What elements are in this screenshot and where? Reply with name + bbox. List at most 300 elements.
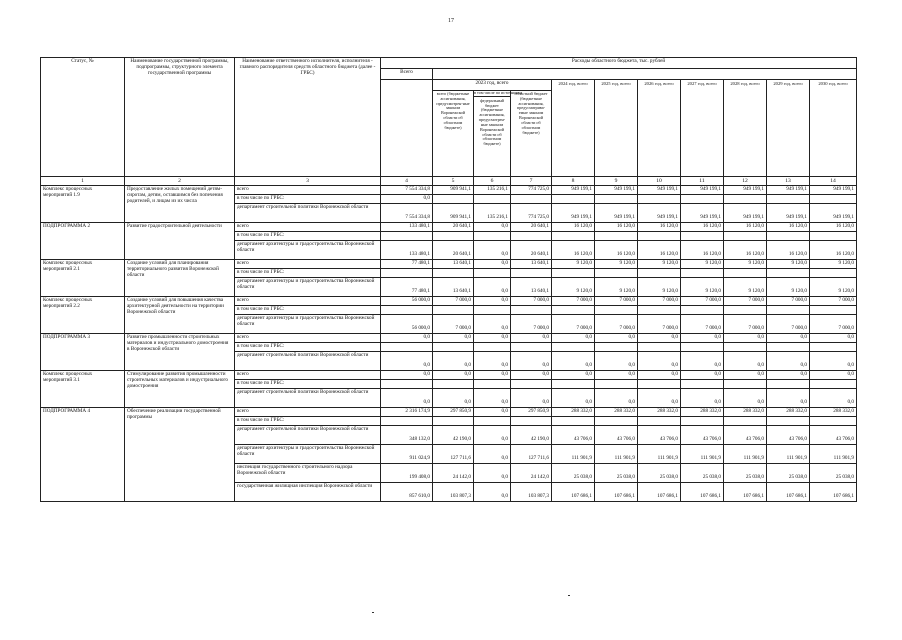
cell-value: 0,0 bbox=[474, 464, 511, 483]
cell-value: 107 686,1 bbox=[724, 483, 767, 502]
cell-value: 43 706,0 bbox=[552, 426, 595, 445]
cell-value: 0,0 bbox=[474, 334, 511, 343]
cell-value: 949 199,1 bbox=[810, 204, 857, 223]
cell-value bbox=[595, 232, 638, 241]
cell-value: 111 901,9 bbox=[552, 445, 595, 464]
col-number: 7 bbox=[511, 177, 552, 186]
table-row bbox=[41, 334, 857, 343]
cell-value: 9 120,0 bbox=[681, 260, 724, 269]
cell-value bbox=[474, 232, 511, 241]
cell-value: 2 316 174,9 bbox=[381, 408, 433, 417]
cell-value: 0,0 bbox=[767, 352, 810, 371]
row-executor: в том числе по ГРБС: bbox=[235, 380, 381, 389]
row-executor: департамент строительной политики Воронежской области bbox=[235, 389, 381, 408]
cell-value: 0,0 bbox=[381, 195, 433, 204]
cell-value: 7 000,0 bbox=[767, 315, 810, 334]
cell-value: 0,0 bbox=[474, 352, 511, 371]
cell-value: 43 706,0 bbox=[681, 426, 724, 445]
row-executor: всего bbox=[235, 408, 381, 417]
cell-value: 949 199,1 bbox=[552, 204, 595, 223]
cell-value: 0,0 bbox=[474, 260, 511, 269]
header-year-2027: 2027 год, всего bbox=[681, 80, 724, 177]
cell-value: 43 706,0 bbox=[767, 426, 810, 445]
cell-value: 9 120,0 bbox=[724, 278, 767, 297]
cell-value: 13 640,1 bbox=[511, 260, 552, 269]
cell-value: 911 024,9 bbox=[381, 445, 433, 464]
cell-value: 0,0 bbox=[767, 334, 810, 343]
cell-value: 949 199,1 bbox=[638, 186, 681, 195]
cell-value: 111 901,9 bbox=[681, 445, 724, 464]
cell-value: 199 408,0 bbox=[381, 464, 433, 483]
page-number: 17 bbox=[448, 18, 454, 24]
col-number: 1 bbox=[41, 177, 125, 186]
cell-value bbox=[595, 195, 638, 204]
cell-value: 0,0 bbox=[474, 389, 511, 408]
cell-value: 949 199,1 bbox=[767, 204, 810, 223]
cell-value: 16 120,0 bbox=[638, 241, 681, 260]
cell-value: 107 686,1 bbox=[595, 483, 638, 502]
col-number: 2 bbox=[125, 177, 235, 186]
cell-value bbox=[638, 343, 681, 352]
header-program: Наименование государственной программы, подпрограммы, структурного элемента государственной программы bbox=[125, 58, 235, 177]
col-number: 13 bbox=[767, 177, 810, 186]
row-program-name: Развитие градостроительной деятельности bbox=[125, 223, 235, 260]
cell-value: 9 120,0 bbox=[681, 278, 724, 297]
cell-value bbox=[810, 232, 857, 241]
cell-value: 0,0 bbox=[474, 297, 511, 306]
cell-value bbox=[724, 380, 767, 389]
cell-value: 107 686,1 bbox=[681, 483, 724, 502]
cell-value bbox=[810, 269, 857, 278]
table-row bbox=[41, 223, 857, 232]
cell-value bbox=[433, 306, 474, 315]
cell-value bbox=[381, 343, 433, 352]
cell-value: 107 686,1 bbox=[810, 483, 857, 502]
cell-value: 9 120,0 bbox=[638, 278, 681, 297]
cell-value: 0,0 bbox=[552, 389, 595, 408]
cell-value: 0,0 bbox=[433, 371, 474, 380]
cell-value: 20 640,1 bbox=[511, 241, 552, 260]
cell-value bbox=[767, 269, 810, 278]
cell-value: 25 038,0 bbox=[767, 464, 810, 483]
header-col7: областной бюджет (бюджетные ассигнования, предусматрива-емые законом Воронежской области об областном бюджете) bbox=[511, 91, 552, 177]
cell-value: 288 332,0 bbox=[724, 408, 767, 417]
cell-value: 20 640,1 bbox=[433, 223, 474, 232]
col-number: 14 bbox=[810, 177, 857, 186]
row-executor: всего bbox=[235, 260, 381, 269]
cell-value bbox=[511, 343, 552, 352]
cell-value bbox=[595, 417, 638, 426]
row-status: Комплекс процессных мероприятий 3.1 bbox=[41, 371, 125, 408]
col-number: 9 bbox=[595, 177, 638, 186]
cell-value: 7 000,0 bbox=[552, 297, 595, 306]
cell-value bbox=[474, 195, 511, 204]
row-executor: департамент архитектуры и градостроительства Воронежской области bbox=[235, 241, 381, 260]
cell-value: 16 120,0 bbox=[595, 223, 638, 232]
cell-value bbox=[511, 306, 552, 315]
cell-value: 7 000,0 bbox=[681, 297, 724, 306]
table-row bbox=[41, 371, 857, 380]
cell-value: 949 199,1 bbox=[810, 186, 857, 195]
cell-value: 774 725,0 bbox=[511, 204, 552, 223]
row-executor: департамент строительной политики Воронежской области bbox=[235, 426, 381, 445]
cell-value bbox=[433, 417, 474, 426]
cell-value: 9 120,0 bbox=[552, 278, 595, 297]
cell-value: 0,0 bbox=[767, 389, 810, 408]
cell-value: 16 120,0 bbox=[681, 223, 724, 232]
row-program-name: Предоставление жилых помещений детям-сиротам, детям, оставшимся без попечения родителей, и лицам из их числа bbox=[125, 186, 235, 223]
column-number-row bbox=[41, 177, 857, 186]
cell-value: 949 199,1 bbox=[724, 204, 767, 223]
cell-value: 20 640,1 bbox=[511, 223, 552, 232]
cell-value: 0,0 bbox=[474, 408, 511, 417]
cell-value: 9 120,0 bbox=[810, 278, 857, 297]
cell-value: 949 199,1 bbox=[681, 186, 724, 195]
header-incl-sources: в том числе по источникам bbox=[474, 90, 523, 95]
cell-value: 7 000,0 bbox=[767, 297, 810, 306]
cell-value: 0,0 bbox=[381, 352, 433, 371]
cell-value: 7 000,0 bbox=[595, 315, 638, 334]
budget-table bbox=[40, 57, 857, 502]
cell-value: 9 120,0 bbox=[595, 278, 638, 297]
col-number: 10 bbox=[638, 177, 681, 186]
cell-value: 7 000,0 bbox=[433, 315, 474, 334]
cell-value: 7 000,0 bbox=[638, 297, 681, 306]
cell-value bbox=[724, 269, 767, 278]
cell-value bbox=[767, 195, 810, 204]
cell-value bbox=[810, 417, 857, 426]
header-total-span bbox=[381, 80, 433, 177]
cell-value: 7 000,0 bbox=[552, 315, 595, 334]
cell-value: 0,0 bbox=[595, 389, 638, 408]
cell-value bbox=[810, 380, 857, 389]
cell-value: 0,0 bbox=[474, 223, 511, 232]
cell-value bbox=[474, 380, 511, 389]
cell-value bbox=[474, 269, 511, 278]
cell-value: 9 120,0 bbox=[724, 260, 767, 269]
cell-value: 127 711,6 bbox=[511, 445, 552, 464]
row-executor: департамент архитектуры и градостроительства Воронежской области bbox=[235, 315, 381, 334]
cell-value bbox=[681, 232, 724, 241]
cell-value bbox=[810, 343, 857, 352]
cell-value: 127 711,6 bbox=[433, 445, 474, 464]
row-executor: департамент строительной политики Воронежской области bbox=[235, 204, 381, 223]
cell-value bbox=[595, 306, 638, 315]
cell-value: 111 901,9 bbox=[810, 445, 857, 464]
cell-value: 107 686,1 bbox=[552, 483, 595, 502]
cell-value: 0,0 bbox=[810, 389, 857, 408]
cell-value: 297 850,9 bbox=[433, 408, 474, 417]
cell-value bbox=[552, 417, 595, 426]
row-status: ПОДПРОГРАММА 2 bbox=[41, 223, 125, 260]
table-row bbox=[41, 260, 857, 269]
row-executor: государственная жилищная инспекция Воронежской области bbox=[235, 483, 381, 502]
cell-value bbox=[552, 195, 595, 204]
cell-value bbox=[381, 232, 433, 241]
cell-value: 0,0 bbox=[474, 241, 511, 260]
table-header bbox=[41, 58, 857, 186]
cell-value: 107 686,1 bbox=[638, 483, 681, 502]
header-col5: всего (бюджетные ассигнования, предусмотрен-ные законом Воронежской области об областном бюджете) bbox=[433, 91, 474, 177]
cell-value: 0,0 bbox=[511, 389, 552, 408]
cell-value: 111 901,9 bbox=[638, 445, 681, 464]
cell-value bbox=[474, 417, 511, 426]
cell-value: 288 332,0 bbox=[810, 408, 857, 417]
cell-value bbox=[681, 269, 724, 278]
cell-value: 0,0 bbox=[511, 352, 552, 371]
cell-value: 288 332,0 bbox=[595, 408, 638, 417]
cell-value: 107 686,1 bbox=[767, 483, 810, 502]
cell-value: 288 332,0 bbox=[638, 408, 681, 417]
cell-value: 0,0 bbox=[433, 334, 474, 343]
cell-value bbox=[595, 343, 638, 352]
cell-value: 7 000,0 bbox=[511, 297, 552, 306]
cell-value: 9 120,0 bbox=[552, 260, 595, 269]
scan-speck bbox=[568, 595, 570, 596]
cell-value: 0,0 bbox=[595, 352, 638, 371]
cell-value: 16 120,0 bbox=[724, 241, 767, 260]
cell-value bbox=[638, 417, 681, 426]
cell-value: 43 706,0 bbox=[595, 426, 638, 445]
row-executor: всего bbox=[235, 371, 381, 380]
cell-value: 288 332,0 bbox=[767, 408, 810, 417]
cell-value bbox=[638, 380, 681, 389]
cell-value: 25 038,0 bbox=[681, 464, 724, 483]
col-number: 8 bbox=[552, 177, 595, 186]
cell-value: 16 120,0 bbox=[638, 223, 681, 232]
cell-value: 348 132,0 bbox=[381, 426, 433, 445]
cell-value: 0,0 bbox=[474, 371, 511, 380]
cell-value: 909 941,1 bbox=[433, 204, 474, 223]
cell-value bbox=[433, 269, 474, 278]
cell-value: 0,0 bbox=[474, 315, 511, 334]
cell-value: 0,0 bbox=[810, 352, 857, 371]
header-year-2023: 2023 год, всего bbox=[433, 80, 552, 91]
cell-value: 7 000,0 bbox=[595, 297, 638, 306]
header-col6: федеральный бюджет (бюджетные ассигнования, предусмотрен-ные законом Воронежской области об областном бюджете) bbox=[478, 97, 506, 147]
cell-value: 7 000,0 bbox=[681, 315, 724, 334]
cell-value: 949 199,1 bbox=[724, 186, 767, 195]
cell-value: 103 807,3 bbox=[433, 483, 474, 502]
scan-speck bbox=[372, 612, 374, 613]
cell-value: 0,0 bbox=[724, 389, 767, 408]
header-expenses: Расходы областного бюджета, тыс. рублей bbox=[381, 58, 857, 69]
row-status: Комплекс процессных мероприятий 2.2 bbox=[41, 297, 125, 334]
header-total: Всего bbox=[381, 69, 433, 80]
cell-value bbox=[638, 232, 681, 241]
table-row bbox=[41, 297, 857, 306]
cell-value: 288 332,0 bbox=[552, 408, 595, 417]
cell-value bbox=[638, 269, 681, 278]
cell-value: 16 120,0 bbox=[681, 241, 724, 260]
cell-value: 7 000,0 bbox=[724, 297, 767, 306]
cell-value: 949 199,1 bbox=[595, 186, 638, 195]
cell-value: 133 480,1 bbox=[381, 241, 433, 260]
cell-value bbox=[381, 380, 433, 389]
header-year-2025: 2025 год, всего bbox=[595, 80, 638, 177]
cell-value: 949 199,1 bbox=[595, 204, 638, 223]
cell-value: 16 120,0 bbox=[810, 223, 857, 232]
cell-value: 24 142,0 bbox=[433, 464, 474, 483]
cell-value: 16 120,0 bbox=[767, 241, 810, 260]
cell-value: 857 610,0 bbox=[381, 483, 433, 502]
header-year-2030: 2030 год, всего bbox=[810, 80, 857, 177]
cell-value: 111 901,9 bbox=[767, 445, 810, 464]
cell-value bbox=[724, 306, 767, 315]
cell-value bbox=[724, 417, 767, 426]
row-executor: в том числе по ГРБС: bbox=[235, 232, 381, 241]
cell-value bbox=[433, 380, 474, 389]
cell-value: 0,0 bbox=[724, 334, 767, 343]
cell-value bbox=[511, 232, 552, 241]
cell-value: 16 120,0 bbox=[767, 223, 810, 232]
cell-value: 0,0 bbox=[381, 371, 433, 380]
cell-value bbox=[595, 380, 638, 389]
cell-value bbox=[381, 269, 433, 278]
cell-value: 288 332,0 bbox=[681, 408, 724, 417]
cell-value: 135 216,1 bbox=[474, 204, 511, 223]
row-executor: в том числе по ГРБС: bbox=[235, 269, 381, 278]
cell-value: 43 706,0 bbox=[638, 426, 681, 445]
cell-value: 25 038,0 bbox=[595, 464, 638, 483]
cell-value: 0,0 bbox=[767, 371, 810, 380]
cell-value: 25 038,0 bbox=[552, 464, 595, 483]
cell-value: 43 706,0 bbox=[724, 426, 767, 445]
cell-value bbox=[552, 269, 595, 278]
row-status: Комплекс процессных мероприятий 1.9 bbox=[41, 186, 125, 223]
cell-value: 0,0 bbox=[638, 352, 681, 371]
cell-value bbox=[638, 306, 681, 315]
cell-value: 77 480,1 bbox=[381, 278, 433, 297]
cell-value: 909 941,1 bbox=[433, 186, 474, 195]
cell-value bbox=[552, 380, 595, 389]
cell-value: 0,0 bbox=[381, 334, 433, 343]
cell-value: 0,0 bbox=[552, 371, 595, 380]
cell-value: 25 038,0 bbox=[724, 464, 767, 483]
col-number: 3 bbox=[235, 177, 381, 186]
row-status: Комплекс процессных мероприятий 2.1 bbox=[41, 260, 125, 297]
cell-value bbox=[767, 380, 810, 389]
cell-value bbox=[767, 417, 810, 426]
cell-value: 103 807,3 bbox=[511, 483, 552, 502]
cell-value: 42 190,0 bbox=[433, 426, 474, 445]
row-executor: всего bbox=[235, 223, 381, 232]
cell-value: 9 120,0 bbox=[767, 260, 810, 269]
cell-value: 0,0 bbox=[681, 334, 724, 343]
cell-value: 0,0 bbox=[433, 352, 474, 371]
cell-value: 0,0 bbox=[433, 389, 474, 408]
cell-value: 42 190,0 bbox=[511, 426, 552, 445]
cell-value: 774 725,0 bbox=[511, 186, 552, 195]
cell-value bbox=[511, 380, 552, 389]
row-executor: в том числе по ГРБС: bbox=[235, 343, 381, 352]
row-executor: департамент строительной политики Воронежской области bbox=[235, 352, 381, 371]
row-executor: в том числе по ГРБС: bbox=[235, 306, 381, 315]
row-executor: департамент архитектуры и градостроительства Воронежской области bbox=[235, 445, 381, 464]
row-executor: всего bbox=[235, 297, 381, 306]
cell-value bbox=[511, 417, 552, 426]
row-executor: в том числе по ГРБС: bbox=[235, 417, 381, 426]
cell-value: 7 000,0 bbox=[810, 315, 857, 334]
cell-value bbox=[638, 195, 681, 204]
table-row bbox=[41, 408, 857, 417]
cell-value bbox=[552, 232, 595, 241]
cell-value bbox=[724, 343, 767, 352]
cell-value bbox=[552, 306, 595, 315]
col-number: 5 bbox=[433, 177, 474, 186]
cell-value: 9 120,0 bbox=[595, 260, 638, 269]
cell-value: 0,0 bbox=[724, 352, 767, 371]
cell-value: 0,0 bbox=[810, 371, 857, 380]
cell-value: 0,0 bbox=[681, 389, 724, 408]
cell-value: 0,0 bbox=[511, 334, 552, 343]
row-program-name: Создание условий для планирования территориального развития Воронежской области bbox=[125, 260, 235, 297]
cell-value: 949 199,1 bbox=[767, 186, 810, 195]
cell-value bbox=[681, 195, 724, 204]
cell-value: 135 216,1 bbox=[474, 186, 511, 195]
row-executor: всего bbox=[235, 186, 381, 195]
row-program-name: Обеспечение реализации государственной программы bbox=[125, 408, 235, 502]
row-program-name: Стимулирование развития промышленности строительных материалов и индустриального домостроения bbox=[125, 371, 235, 408]
cell-value: 13 640,1 bbox=[433, 278, 474, 297]
cell-value: 0,0 bbox=[810, 334, 857, 343]
cell-value: 0,0 bbox=[474, 278, 511, 297]
cell-value bbox=[595, 269, 638, 278]
cell-value: 16 120,0 bbox=[595, 241, 638, 260]
cell-value bbox=[511, 195, 552, 204]
cell-value: 7 000,0 bbox=[433, 297, 474, 306]
cell-value bbox=[724, 232, 767, 241]
col-number: 4 bbox=[381, 177, 433, 186]
cell-value: 0,0 bbox=[595, 334, 638, 343]
row-program-name: Развитие промышленности строительных материалов и индустриального домостроения в Воронежской области bbox=[125, 334, 235, 371]
cell-value: 9 120,0 bbox=[638, 260, 681, 269]
cell-value bbox=[810, 195, 857, 204]
header-col6-wrap bbox=[474, 90, 523, 177]
cell-value bbox=[767, 232, 810, 241]
header-executor: Наименование ответственного исполнителя, исполнителя - главного распорядителя средств областного бюджета (далее - ГРБС) bbox=[235, 58, 381, 177]
cell-value: 0,0 bbox=[638, 389, 681, 408]
cell-value bbox=[552, 343, 595, 352]
cell-value: 7 000,0 bbox=[724, 315, 767, 334]
header-year-2029: 2029 год, всего bbox=[767, 80, 810, 177]
row-status: ПОДПРОГРАММА 3 bbox=[41, 334, 125, 371]
cell-value bbox=[381, 417, 433, 426]
cell-value: 297 850,9 bbox=[511, 408, 552, 417]
row-executor: в том числе по ГРБС: bbox=[235, 195, 381, 204]
cell-value bbox=[433, 232, 474, 241]
cell-value: 0,0 bbox=[724, 371, 767, 380]
row-executor: всего bbox=[235, 334, 381, 343]
col-number: 6 bbox=[474, 177, 511, 186]
col-number: 11 bbox=[681, 177, 724, 186]
cell-value: 0,0 bbox=[595, 371, 638, 380]
cell-value bbox=[511, 269, 552, 278]
cell-value: 13 640,1 bbox=[511, 278, 552, 297]
cell-value: 7 000,0 bbox=[638, 315, 681, 334]
cell-value: 0,0 bbox=[681, 371, 724, 380]
header-year-2026: 2026 год, всего bbox=[638, 80, 681, 177]
cell-value: 7 554 334,8 bbox=[381, 204, 433, 223]
header-empty bbox=[433, 69, 857, 80]
cell-value: 7 554 334,8 bbox=[381, 186, 433, 195]
cell-value bbox=[433, 343, 474, 352]
cell-value: 0,0 bbox=[638, 334, 681, 343]
row-executor: инспекция государственного строительного надзора Воронежской области bbox=[235, 464, 381, 483]
cell-value: 0,0 bbox=[511, 371, 552, 380]
cell-value: 0,0 bbox=[474, 426, 511, 445]
cell-value: 43 706,0 bbox=[810, 426, 857, 445]
